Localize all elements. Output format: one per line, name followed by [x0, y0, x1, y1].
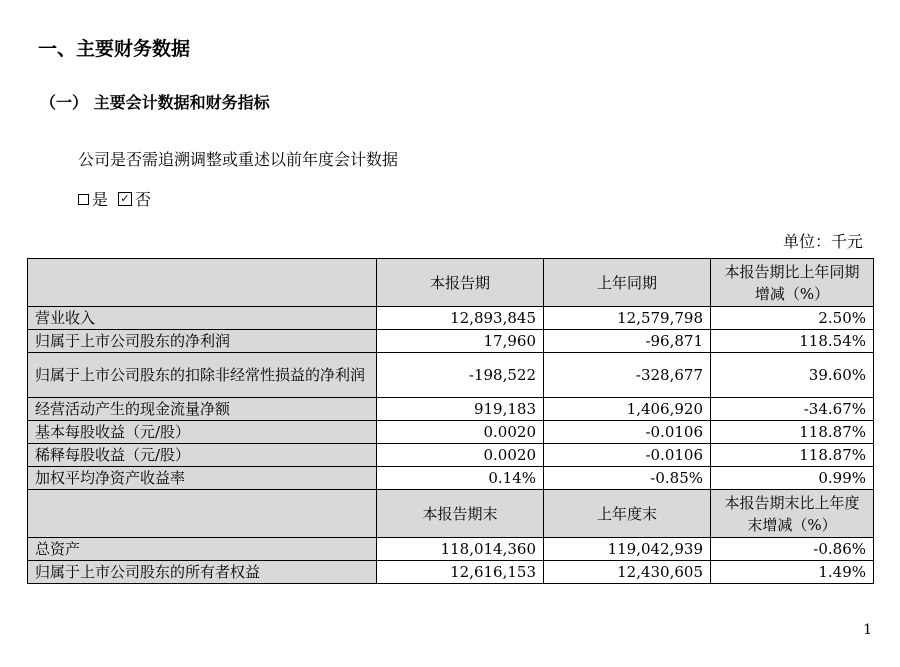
unchecked-box-icon	[78, 194, 89, 205]
cell-current: 0.14%	[377, 467, 544, 490]
cell-change: 0.99%	[711, 467, 874, 490]
table-row	[28, 353, 874, 398]
cell-change: -34.67%	[711, 398, 874, 421]
cell-current: 0.0020	[377, 421, 544, 444]
option-no-label: 否	[135, 190, 152, 209]
restatement-choice	[78, 187, 151, 210]
subsection-heading: （一） 主要会计数据和财务指标	[40, 93, 270, 112]
financial-data-table	[27, 258, 874, 584]
row-label: 归属于上市公司股东的所有者权益	[28, 561, 377, 584]
header-change-pct: 本报告期末比上年度末增减（%）	[711, 490, 874, 538]
table-row	[28, 444, 874, 467]
cell-prior: -0.0106	[544, 421, 711, 444]
cell-change: 1.49%	[711, 561, 874, 584]
table-row	[28, 561, 874, 584]
cell-current: 12,616,153	[377, 561, 544, 584]
cell-change: 39.60%	[711, 353, 874, 398]
cell-prior: -0.0106	[544, 444, 711, 467]
header-prior-period: 上年同期	[544, 259, 711, 307]
cell-current: -198,522	[377, 353, 544, 398]
row-label: 基本每股收益（元/股）	[28, 421, 377, 444]
table-row	[28, 421, 874, 444]
row-label: 稀释每股收益（元/股）	[28, 444, 377, 467]
row-label: 归属于上市公司股东的净利润	[28, 330, 377, 353]
cell-prior: -328,677	[544, 353, 711, 398]
cell-change: 118.87%	[711, 421, 874, 444]
table-row	[28, 330, 874, 353]
table-row	[28, 307, 874, 330]
option-yes-label: 是	[92, 190, 109, 209]
table-row	[28, 467, 874, 490]
row-label: 营业收入	[28, 307, 377, 330]
cell-current: 919,183	[377, 398, 544, 421]
row-label: 经营活动产生的现金流量净额	[28, 398, 377, 421]
header-blank-cell	[28, 490, 377, 538]
header-prior-year-end: 上年度末	[544, 490, 711, 538]
cell-prior: 12,430,605	[544, 561, 711, 584]
unit-label: 单位：千元	[782, 232, 863, 251]
row-label: 总资产	[28, 538, 377, 561]
header-blank-cell	[28, 259, 377, 307]
cell-current: 12,893,845	[377, 307, 544, 330]
cell-current: 118,014,360	[377, 538, 544, 561]
section-heading: 一、主要财务数据	[38, 38, 191, 60]
cell-prior: 1,406,920	[544, 398, 711, 421]
cell-current: 0.0020	[377, 444, 544, 467]
cell-change: 118.87%	[711, 444, 874, 467]
cell-prior: 119,042,939	[544, 538, 711, 561]
cell-change: -0.86%	[711, 538, 874, 561]
header-change-pct: 本报告期比上年同期增减（%）	[711, 259, 874, 307]
page-number: 1	[863, 622, 872, 638]
checked-box-icon: ✓	[118, 192, 132, 206]
table-header-row	[28, 259, 874, 307]
table-header-row	[28, 490, 874, 538]
row-label: 加权平均净资产收益率	[28, 467, 377, 490]
header-current-period: 本报告期	[377, 259, 544, 307]
cell-current: 17,960	[377, 330, 544, 353]
cell-prior: 12,579,798	[544, 307, 711, 330]
row-label: 归属于上市公司股东的扣除非经常性损益的净利润	[28, 353, 377, 398]
header-period-end: 本报告期末	[377, 490, 544, 538]
restatement-question: 公司是否需追溯调整或重述以前年度会计数据	[78, 150, 399, 169]
table-row	[28, 398, 874, 421]
table-row	[28, 538, 874, 561]
cell-prior: -96,871	[544, 330, 711, 353]
cell-prior: -0.85%	[544, 467, 711, 490]
cell-change: 118.54%	[711, 330, 874, 353]
cell-change: 2.50%	[711, 307, 874, 330]
